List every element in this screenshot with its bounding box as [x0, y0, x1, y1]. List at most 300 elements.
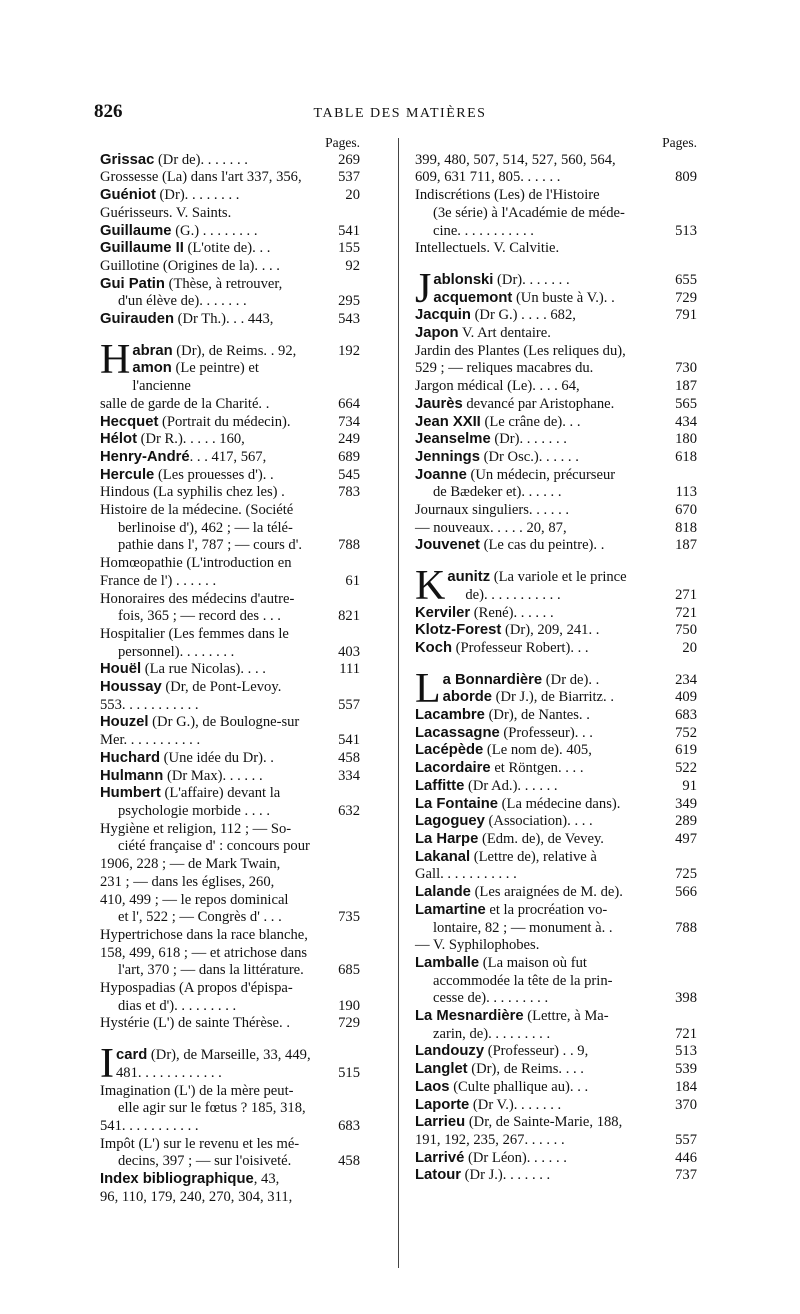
entry-text [415, 1061, 655, 1079]
index-entry [100, 311, 360, 329]
entry-detail: (Dr), de Reims. . 92, [172, 342, 297, 359]
entry-text [100, 555, 318, 573]
page-ref: 537 [338, 169, 360, 186]
index-entry [415, 955, 697, 973]
entry-detail: (La médecine dans). [498, 795, 621, 812]
entry-text [415, 813, 655, 831]
entry-detail: 481. . . . . . . . . . . . [116, 1064, 222, 1081]
entry-text [100, 467, 318, 485]
entry-heading: Hercule [100, 466, 155, 483]
entry-text [465, 587, 655, 605]
entry-detail: de). . . . . . . . . . . [465, 586, 561, 603]
entry-text [415, 1079, 655, 1097]
entry-text [415, 884, 655, 902]
page-ref: 234 [675, 671, 697, 688]
entry-detail: Jardin des Plantes (Les reliques du), [415, 342, 626, 359]
entry-heading: ablonski [433, 271, 494, 288]
index-entry [100, 591, 360, 609]
index-entry [415, 778, 697, 796]
entry-text [116, 1047, 318, 1065]
entry-detail: Grossesse (La) dans l'art 337, 356, [100, 169, 302, 186]
entry-text [100, 1171, 318, 1189]
section-l-head [415, 665, 697, 712]
entry-text [118, 909, 318, 927]
entry-heading: aunitz [447, 569, 491, 586]
entry-text [100, 223, 318, 241]
entry-detail: (Thèse, à retrouver, [164, 275, 283, 292]
index-entry [415, 520, 697, 538]
entry-heading: aborde [442, 689, 492, 706]
page-ref: 566 [675, 884, 697, 901]
entry-text [118, 293, 318, 311]
entry-text [132, 343, 318, 361]
entry-heading: a Bonnardière [442, 671, 543, 688]
entry-heading: Grissac [100, 151, 155, 168]
entry-heading: Houssay [100, 679, 162, 696]
entry-text [415, 742, 655, 760]
index-entry [415, 378, 697, 396]
entry-text [100, 396, 318, 414]
page-ref: 721 [675, 604, 697, 621]
index-entry [415, 920, 697, 938]
index-entry [415, 1167, 697, 1185]
entry-text [100, 484, 318, 502]
entry-detail: ciété française d' : concours pour [118, 838, 310, 855]
entry-text [433, 205, 655, 223]
page-ref: 398 [675, 990, 697, 1007]
index-entry [415, 343, 697, 361]
entry-detail: fois, 365 ; — record des . . . [118, 608, 281, 625]
index-entry [100, 293, 360, 311]
entry-detail: (Dr), de Marseille, 33, 449, [147, 1047, 311, 1064]
entry-heading: amon [132, 360, 172, 377]
index-entry [415, 152, 697, 170]
entry-text [415, 1043, 655, 1061]
entry-text [433, 272, 655, 290]
entry-detail: Hystérie (L') de sainte Thérèse. . [100, 1015, 290, 1032]
index-entry [100, 927, 360, 945]
entry-heading: Lacambre [415, 707, 485, 724]
entry-heading: Lamartine [415, 901, 486, 918]
entry-heading: Jennings [415, 448, 480, 465]
entry-text [415, 307, 655, 325]
drop-letter: K [415, 563, 446, 610]
page-ref: 515 [338, 1064, 360, 1081]
entry-detail: , 43, [253, 1171, 280, 1188]
drop-letter: H [100, 336, 131, 383]
index-entry [415, 449, 697, 467]
index-entry [415, 937, 697, 955]
entry-heading: La Mesnardière [415, 1008, 524, 1025]
index-entry [100, 785, 360, 803]
section-i [100, 1083, 360, 1207]
pages-label: Pages. [325, 135, 360, 150]
entry-text [100, 927, 318, 945]
page-ref: 619 [675, 742, 697, 759]
index-entry [415, 223, 697, 241]
entry-detail: (L'affaire) devant la [160, 785, 281, 802]
page-ref: 497 [675, 831, 697, 847]
entry-detail: (Dr, de Pont-Levoy. [161, 679, 282, 696]
entry-text [100, 714, 318, 732]
entry-text [100, 187, 318, 205]
entry-heading: Lacassagne [415, 724, 500, 741]
entry-text [415, 520, 655, 538]
entry-detail: (Dr de). . . . . . . [154, 151, 248, 168]
index-entry [100, 414, 360, 432]
index-entry [100, 980, 360, 998]
entry-text [433, 973, 655, 991]
index-entry [100, 874, 360, 892]
entry-detail: (Dr R.). . . . . 160, [137, 431, 245, 448]
index-entry [415, 502, 697, 520]
entry-text [443, 672, 655, 690]
page-ref: 791 [675, 307, 697, 324]
entry-text [433, 223, 655, 241]
entry-detail: (Professeur). . . [499, 724, 593, 741]
section-k-head [415, 563, 697, 610]
entry-text [100, 1083, 318, 1101]
entry-detail: (Dr, de Sainte-Marie, 188, [465, 1114, 623, 1131]
entry-detail: (L'otite de). . . [183, 240, 271, 257]
entry-detail: zarin, de). . . . . . . . . [433, 1025, 551, 1042]
page-ref: 664 [338, 395, 360, 412]
entry-detail: Gall. . . . . . . . . . . [415, 866, 517, 883]
entry-text [118, 962, 318, 980]
entry-detail: (Dr G.), de Boulogne-sur [148, 714, 300, 731]
page-ref: 522 [675, 760, 697, 777]
index-entry [415, 414, 697, 432]
entry-detail: (Lettre de), relative à [470, 848, 597, 865]
entry-text [100, 431, 318, 449]
index-entry [415, 725, 697, 743]
entry-detail: Hindous (La syphilis chez les) . [100, 484, 285, 501]
entry-detail: Imagination (L') de la mère peut- [100, 1082, 294, 1099]
index-entry [415, 240, 697, 258]
entry-heading: Jaurès [415, 395, 463, 412]
entry-heading: Index bibliographique [100, 1171, 254, 1188]
index-entry [100, 714, 360, 732]
entry-detail: berlinoise d'), 462 ; — la télé- [118, 519, 293, 536]
entry-text [415, 760, 655, 778]
entry-heading: Laffitte [415, 777, 465, 794]
entry-heading: Lacordaire [415, 760, 491, 777]
page-ref: 458 [338, 749, 360, 766]
entry-text [415, 1150, 655, 1168]
page-ref: 730 [675, 360, 697, 377]
index-entry [116, 1047, 360, 1065]
index-entry [100, 276, 360, 294]
page-ref: 513 [675, 222, 697, 239]
index-entry [433, 272, 697, 290]
entry-text [100, 697, 318, 715]
entry-heading: Henry-André [100, 448, 190, 465]
entry-text [415, 831, 655, 849]
entry-detail: Hypospadias (A propos d'épispa- [100, 980, 293, 997]
entry-text [100, 1015, 318, 1033]
page-ref: 113 [675, 484, 697, 501]
entry-heading: Jean XXII [415, 413, 481, 430]
index-entry [100, 644, 360, 662]
entry-detail: (Professeur Robert). . . [452, 639, 589, 656]
entry-detail: (Dr Osc.). . . . . . [479, 448, 579, 465]
index-entry [415, 707, 697, 725]
page-ref: 541 [338, 222, 360, 239]
running-title: TABLE DES MATIÈRES [313, 106, 487, 121]
page-ref: 91 [682, 777, 697, 794]
index-entry [100, 768, 360, 786]
entry-text [100, 874, 318, 892]
index-entry [100, 803, 360, 821]
entry-text [415, 778, 655, 796]
entry-text [415, 902, 655, 920]
entry-detail: (Dr Léon). . . . . . [464, 1149, 567, 1166]
index-entry [100, 661, 360, 679]
index-entry [415, 1061, 697, 1079]
entry-text [100, 311, 318, 329]
entry-text [415, 725, 655, 743]
page-ref: 737 [675, 1167, 697, 1184]
entry-heading: Kerviler [415, 604, 471, 621]
entry-text [415, 605, 655, 623]
entry-text [415, 467, 655, 485]
entry-text [116, 1065, 318, 1083]
entry-heading: Guillaume [100, 222, 172, 239]
entry-text [415, 378, 655, 396]
entry-detail: elle agir sur le fœtus ? 185, 318, [118, 1100, 306, 1117]
entry-detail: Hypertrichose dans la race blanche, [100, 926, 308, 943]
entry-text [100, 821, 318, 839]
index-entry [443, 689, 697, 707]
entry-detail: 399, 480, 507, 514, 527, 560, 564, [415, 151, 616, 168]
entry-heading: Latour [415, 1167, 462, 1184]
entry-heading: Lacépède [415, 742, 484, 759]
entry-text [415, 449, 655, 467]
index-entry [100, 732, 360, 750]
entry-detail: pathie dans l', 787 ; — cours d'. [118, 537, 303, 554]
page-ref: 729 [675, 289, 697, 306]
entry-detail: 609, 631 711, 805. . . . . . [415, 169, 561, 186]
entry-detail: (Un médecin, précurseur [466, 466, 616, 483]
page-ref: 539 [675, 1061, 697, 1078]
index-entry [100, 838, 360, 856]
entry-text [100, 785, 318, 803]
entry-text [433, 290, 655, 308]
index-entry [100, 573, 360, 591]
index-entry [415, 187, 697, 205]
entry-detail: (René). . . . . . [470, 604, 554, 621]
entry-text [100, 414, 318, 432]
index-entry [415, 990, 697, 1008]
entry-detail: (Le cas du peintre). . [479, 537, 605, 554]
index-entry [415, 605, 697, 623]
entry-detail: (Dr), de Reims. . . . [467, 1061, 584, 1078]
entry-text [100, 1136, 318, 1154]
section-i-cont [415, 152, 697, 258]
entry-text [415, 1167, 655, 1185]
entry-detail: Impôt (L') sur le revenu et les mé- [100, 1135, 300, 1152]
entry-detail: Indiscrétions (Les) de l'Histoire [415, 187, 600, 204]
entry-heading: Hecquet [100, 413, 159, 430]
entry-heading: Guillaume II [100, 240, 184, 257]
entry-detail: (Dr J.). . . . . . . [461, 1167, 551, 1184]
entry-detail: (Portrait du médecin). [158, 413, 291, 430]
entry-detail: lontaire, 82 ; — monument à. . [433, 919, 613, 936]
entry-text [415, 343, 655, 361]
entry-text [118, 838, 318, 856]
page-ref: 632 [338, 803, 360, 819]
page-ref: 683 [338, 1117, 360, 1134]
index-entry [100, 750, 360, 768]
entry-detail: Jargon médical (Le). . . . 64, [415, 378, 580, 395]
index-entry [100, 223, 360, 241]
index-entry [100, 1136, 360, 1154]
index-entry [415, 169, 697, 187]
entry-text [415, 169, 655, 187]
entry-detail: accommodée la tête de la prin- [433, 972, 613, 989]
entry-heading: Jeanselme [415, 431, 491, 448]
index-entry [100, 240, 360, 258]
entry-heading: card [116, 1047, 148, 1064]
entry-detail: (Les araignées de M. de). [470, 884, 623, 901]
entry-text [433, 484, 655, 502]
entry-text [415, 955, 655, 973]
entry-heading: La Harpe [415, 831, 479, 847]
index-entry [100, 169, 360, 187]
page-ref: 729 [338, 1015, 360, 1032]
index-entry [100, 1189, 360, 1207]
entry-text [415, 866, 655, 884]
entry-detail: et Röntgen. . . . [490, 760, 584, 777]
entry-detail: (Un buste à V.). . [512, 289, 615, 306]
entry-detail: (Dr V.). . . . . . . [469, 1096, 562, 1113]
page-ref: 618 [675, 448, 697, 465]
entry-heading: Larrivé [415, 1149, 465, 1166]
entry-detail: dias et d'). . . . . . . . . [118, 997, 237, 1014]
entry-detail: Intellectuels. V. Calvitie. [415, 240, 560, 257]
entry-detail: (Dr). . . . . . . . [155, 187, 240, 204]
page-ref: 20 [345, 187, 360, 204]
index-entry [415, 396, 697, 414]
entry-detail: 553. . . . . . . . . . . [100, 696, 199, 713]
entry-detail: (Les prouesses d'). . [154, 466, 274, 483]
entry-heading: La Fontaine [415, 795, 499, 812]
index-entry [415, 1026, 697, 1044]
page-ref: 349 [675, 795, 697, 812]
index-entry [100, 1015, 360, 1033]
index-entry [415, 1114, 697, 1132]
index-entry [415, 325, 697, 343]
index-entry [100, 962, 360, 980]
entry-heading: Langlet [415, 1061, 468, 1078]
entry-heading: Jacquin [415, 307, 471, 324]
entry-text [443, 689, 655, 707]
entry-heading: Humbert [100, 785, 161, 802]
index-entry [100, 856, 360, 874]
entry-text [415, 796, 655, 814]
index-entry [100, 1118, 360, 1136]
entry-detail: (3e série) à l'Académie de méde- [433, 204, 625, 221]
index-entry [100, 945, 360, 963]
index-entry [415, 831, 697, 849]
entry-detail: 410, 499 ; — le repos dominical [100, 891, 289, 908]
section-g [100, 152, 360, 329]
left-column [100, 134, 360, 1206]
entry-detail: (Association). . . . [484, 813, 593, 830]
index-entry [100, 697, 360, 715]
index-entry [100, 431, 360, 449]
index-entry [415, 849, 697, 867]
entry-detail: de Bædeker et). . . . . . [433, 484, 562, 501]
page-ref: 557 [675, 1131, 697, 1148]
entry-text [132, 360, 318, 395]
entry-detail: (Le crâne de). . . [480, 413, 581, 430]
page-ref: 187 [675, 537, 697, 554]
index-entry [447, 569, 697, 587]
entry-text [100, 205, 318, 223]
index-entry [100, 1153, 360, 1171]
index-entry [100, 484, 360, 502]
page-ref: 670 [675, 502, 697, 519]
entry-detail: 158, 499, 618 ; — et atrichose dans [100, 944, 308, 961]
entry-text [415, 1097, 655, 1115]
page-ref: 513 [675, 1043, 697, 1060]
entry-detail: personnel). . . . . . . . [118, 643, 235, 660]
entry-text [100, 240, 318, 258]
entry-heading: Larrieu [415, 1114, 466, 1131]
entry-text [100, 945, 318, 963]
entry-detail: Hospitalier (Les femmes dans le [100, 625, 289, 642]
entry-detail: (La maison où fut [479, 954, 587, 971]
index-entry [100, 467, 360, 485]
entry-text [118, 1100, 318, 1118]
entry-heading: Lamballe [415, 954, 480, 971]
entry-detail: Guérisseurs. V. Saints. [100, 204, 232, 221]
index-entry [415, 640, 697, 658]
entry-text [118, 644, 318, 662]
section-j-head [415, 265, 697, 312]
entry-heading: acquemont [433, 289, 513, 306]
page-ref: 20 [682, 639, 697, 656]
entry-text [415, 240, 655, 258]
entry-heading: Jouvenet [415, 537, 480, 554]
index-entry [415, 760, 697, 778]
page-ref: 788 [338, 537, 360, 554]
entry-detail: (Dr de). . [542, 671, 600, 688]
page-ref: 249 [338, 431, 360, 448]
entry-detail: Journaux singuliers. . . . . . [415, 502, 570, 519]
section-l [415, 707, 697, 1185]
entry-detail: psychologie morbide . . . . [118, 803, 270, 819]
entry-detail: 529 ; — reliques macabres du. [415, 360, 594, 377]
entry-text [118, 1153, 318, 1171]
page-ref: 370 [675, 1096, 697, 1113]
entry-detail: Homœopathie (L'introduction en [100, 555, 292, 572]
entry-detail: et l', 522 ; — Congrès d' . . . [118, 909, 282, 926]
entry-detail: (Dr Ad.). . . . . . [464, 777, 558, 794]
drop-letter: I [100, 1041, 114, 1088]
page-ref: 271 [675, 586, 697, 603]
index-entry [100, 1171, 360, 1189]
entry-heading: Lakanal [415, 848, 471, 865]
entry-heading: Koch [415, 639, 452, 656]
page-ref: 557 [338, 696, 360, 713]
page-ref: 783 [338, 484, 360, 501]
index-entry [415, 1097, 697, 1115]
index-entry [415, 1079, 697, 1097]
page-ref: 434 [675, 413, 697, 430]
entry-detail: (Dr J.), de Biarritz. . [492, 689, 614, 706]
